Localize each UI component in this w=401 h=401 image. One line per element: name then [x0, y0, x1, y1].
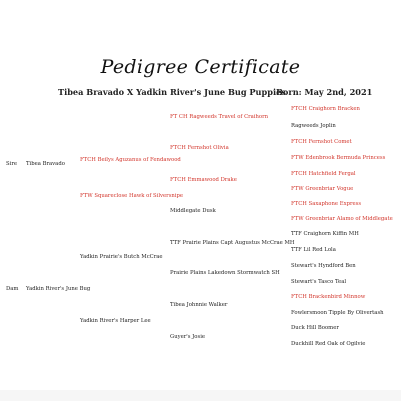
gen4-ancestor: FTCH Hatchfield Fergal [291, 171, 356, 177]
gen3-ancestor: FT CH Ragweeds Travel of Craihorn [170, 114, 269, 120]
gen4-ancestor: Duckhill Red Oak of Ogilvie [291, 341, 366, 347]
gen4-ancestor: Duck Hill Boomer [291, 325, 339, 331]
gen4-ancestor: FTW Greenbriar Alamo of Middlegate [291, 216, 393, 222]
gen4-ancestor: Ragweeds Joplin [291, 123, 336, 129]
litter-heading: Tibea Bravado X Yadkin River's June Bug Puppies [58, 87, 286, 97]
sire-name: Tibea Bravado [26, 161, 65, 167]
sire-label: Sire [6, 161, 17, 167]
sire-dam: FTW Squareclose Hawk of Silversnipe [80, 193, 184, 199]
gen3-ancestor: Tibea Johnnie Walker [170, 302, 228, 308]
gen4-ancestor: FTCH Brackenbird Minnow [291, 294, 366, 300]
gen3-ancestor: Prairie Plains Lakedown Stormwatch SH [170, 270, 280, 276]
gen4-ancestor: Stewart's Tasco Teal [291, 279, 347, 285]
gen4-ancestor: FTCH Craighorn Bracken [291, 106, 360, 112]
dam-sire: Yadkin Prairie's Butch McCrae [80, 254, 163, 260]
gen3-ancestor: Guyer's Josie [170, 334, 206, 340]
gen3-ancestor: FTCH Emmawood Drake [170, 177, 237, 183]
gen3-ancestor: Middlegate Dusk [170, 208, 216, 214]
birth-date: Born: May 2nd, 2021 [276, 87, 373, 97]
gen4-ancestor: TTF Craighorn Kiffin MH [291, 231, 359, 237]
gen3-ancestor: FTCH Fernshot Olivia [170, 145, 229, 151]
gen4-ancestor: Fowlersmoon Tipple By Olivertash [291, 310, 384, 316]
gen4-ancestor: FTW Edenbrook Bermuda Princess [291, 155, 386, 161]
sire-sire: FTCH Beilys Aguzanus of Fendawood [80, 157, 181, 163]
gen4-ancestor: Stewart's Hyndford Ben [291, 263, 356, 269]
gen4-ancestor: FTW Greenbriar Vogue [291, 186, 354, 192]
gen4-ancestor: TTF Lil Red Lola [291, 247, 336, 253]
certificate-title: Pedigree Certificate [100, 56, 301, 78]
dam-dam: Yadkin River's Harper Lee [80, 318, 151, 324]
gen4-ancestor: FTCH Saxaphone Express [291, 201, 362, 207]
gen3-ancestor: TTF Prairie Plains Capt Augustus McCrae MH [170, 240, 295, 246]
gen4-ancestor: FTCH Fernshot Comet [291, 139, 352, 145]
dam-label: Dam [6, 286, 19, 292]
dam-name: Yadkin River's June Bug [26, 286, 91, 292]
